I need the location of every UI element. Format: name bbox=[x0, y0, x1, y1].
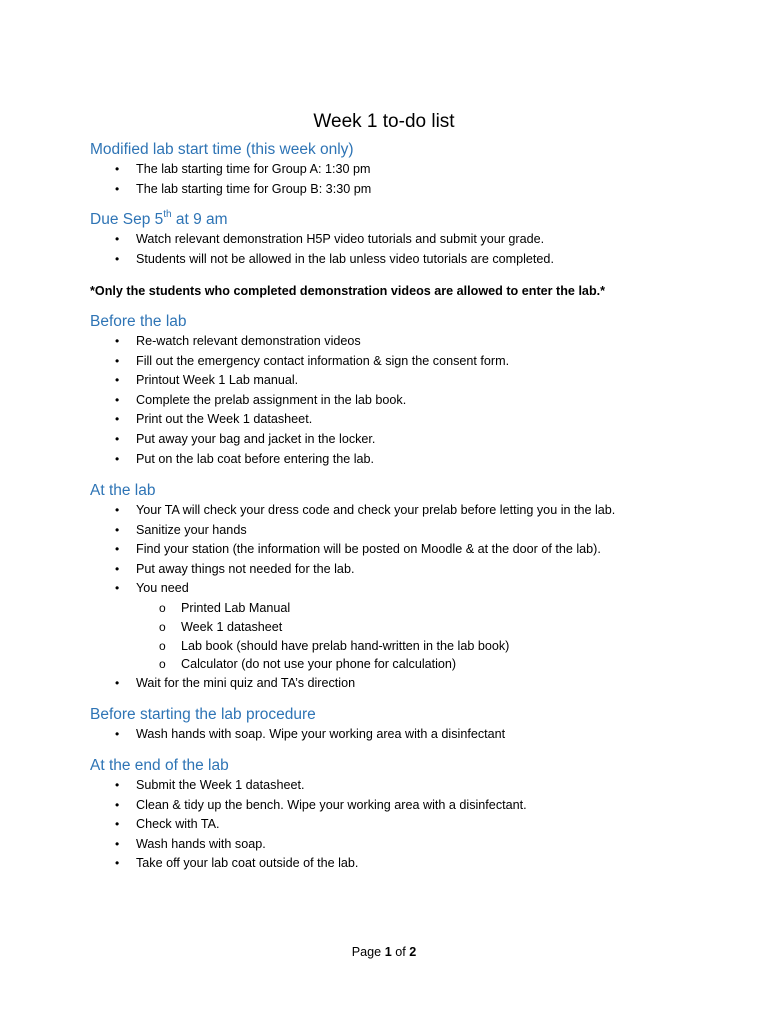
page-title: Week 1 to-do list bbox=[313, 111, 455, 132]
section-due bbox=[90, 210, 710, 269]
bullet-icon: • bbox=[115, 856, 120, 871]
bullet-icon: • bbox=[115, 676, 120, 691]
circle-bullet-icon: o bbox=[159, 619, 166, 634]
list-item: • Fill out the emergency contact information & sign the consent form. bbox=[90, 352, 710, 372]
bullet-list bbox=[90, 725, 710, 745]
bullet-icon: • bbox=[115, 373, 120, 388]
sub-list bbox=[90, 599, 710, 674]
section-heading: At the lab bbox=[90, 482, 156, 499]
list-item: • Submit the Week 1 datasheet. bbox=[90, 776, 710, 796]
section-heading: Due Sep 5th at 9 am bbox=[90, 208, 228, 228]
section-before-lab bbox=[90, 312, 710, 469]
bullet-list bbox=[90, 776, 710, 874]
list-item: • Wait for the mini quiz and TA’s direction bbox=[90, 674, 710, 694]
bullet-icon: • bbox=[115, 353, 120, 368]
list-item: • Watch relevant demonstration H5P video tutorials and submit your grade. bbox=[90, 230, 710, 250]
bullet-icon: • bbox=[115, 181, 120, 196]
bullet-list bbox=[90, 332, 710, 469]
bullet-icon: • bbox=[115, 232, 120, 246]
list-item: • The lab starting time for Group B: 3:30 pm bbox=[90, 180, 710, 200]
bullet-icon: • bbox=[115, 778, 120, 792]
bullet-icon: • bbox=[115, 431, 120, 446]
sub-list-item: o Calculator (do not use your phone for calculation) bbox=[90, 655, 710, 674]
section-before-procedure bbox=[90, 705, 710, 745]
bullet-list bbox=[90, 501, 710, 599]
bullet-icon: • bbox=[115, 251, 120, 266]
sub-list-item: o Week 1 datasheet bbox=[90, 618, 710, 637]
section-heading: Modified lab start time (this week only) bbox=[90, 141, 354, 158]
section-at-lab bbox=[90, 481, 710, 694]
list-item: • Wash hands with soap. Wipe your working area with a disinfectant bbox=[90, 725, 710, 745]
bullet-icon: • bbox=[115, 542, 120, 557]
list-item: • The lab starting time for Group A: 1:30 pm bbox=[90, 160, 710, 180]
list-item: • Students will not be allowed in the lab unless video tutorials are completed. bbox=[90, 250, 710, 270]
page-label: Page bbox=[351, 945, 382, 959]
list-item: • Complete the prelab assignment in the lab book. bbox=[90, 391, 710, 411]
bullet-icon: • bbox=[115, 727, 120, 741]
sub-list-item: o Lab book (should have prelab hand-written in the lab book) bbox=[90, 637, 710, 656]
bullet-list bbox=[90, 230, 710, 269]
list-item: • Clean & tidy up the bench. Wipe your working area with a disinfectant. bbox=[90, 796, 710, 816]
list-item: • Print out the Week 1 datasheet. bbox=[90, 410, 710, 430]
circle-bullet-icon: o bbox=[159, 600, 166, 615]
bullet-icon: • bbox=[115, 162, 120, 176]
bullet-icon: • bbox=[115, 412, 120, 427]
list-item: • Printout Week 1 Lab manual. bbox=[90, 371, 710, 391]
bullet-icon: • bbox=[115, 522, 120, 537]
section-lab-start bbox=[90, 140, 710, 199]
list-item: • Your TA will check your dress code and check your prelab before letting you in the lab. bbox=[90, 501, 710, 521]
bullet-icon: • bbox=[115, 797, 120, 812]
list-item: • Put away things not needed for the lab. bbox=[90, 560, 710, 580]
of-label: of bbox=[395, 945, 406, 959]
circle-bullet-icon: o bbox=[159, 657, 166, 672]
list-item: • Find your station (the information will be posted on Moodle & at the door of the lab). bbox=[90, 540, 710, 560]
list-item: • Check with TA. bbox=[90, 815, 710, 835]
list-item: • Put away your bag and jacket in the locker. bbox=[90, 430, 710, 450]
bullet-list bbox=[90, 160, 710, 199]
list-item: • Re-watch relevant demonstration videos bbox=[90, 332, 710, 352]
important-note: *Only the students who completed demonstration videos are allowed to enter the lab.* bbox=[90, 284, 606, 298]
circle-bullet-icon: o bbox=[159, 638, 166, 653]
page-current: 1 bbox=[384, 945, 392, 959]
bullet-icon: • bbox=[115, 561, 120, 576]
bullet-icon: • bbox=[115, 581, 120, 596]
list-item: • Sanitize your hands bbox=[90, 521, 710, 541]
bullet-icon: • bbox=[115, 836, 120, 851]
bullet-icon: • bbox=[115, 817, 120, 832]
bullet-icon: • bbox=[115, 334, 120, 348]
section-heading: Before starting the lab procedure bbox=[90, 706, 316, 723]
list-item: • You need bbox=[90, 579, 710, 599]
page-footer bbox=[0, 943, 768, 961]
bullet-icon: • bbox=[115, 503, 120, 517]
list-item: • Put on the lab coat before entering the lab. bbox=[90, 450, 710, 470]
page-total: 2 bbox=[409, 945, 417, 959]
sub-list-item: o Printed Lab Manual bbox=[90, 599, 710, 618]
section-end-lab bbox=[90, 756, 710, 874]
bullet-list bbox=[90, 674, 710, 694]
bullet-icon: • bbox=[115, 451, 120, 466]
section-heading: At the end of the lab bbox=[90, 757, 229, 774]
bullet-icon: • bbox=[115, 392, 120, 407]
section-heading: Before the lab bbox=[90, 313, 187, 330]
list-item: • Wash hands with soap. bbox=[90, 835, 710, 855]
list-item: • Take off your lab coat outside of the lab. bbox=[90, 854, 710, 874]
